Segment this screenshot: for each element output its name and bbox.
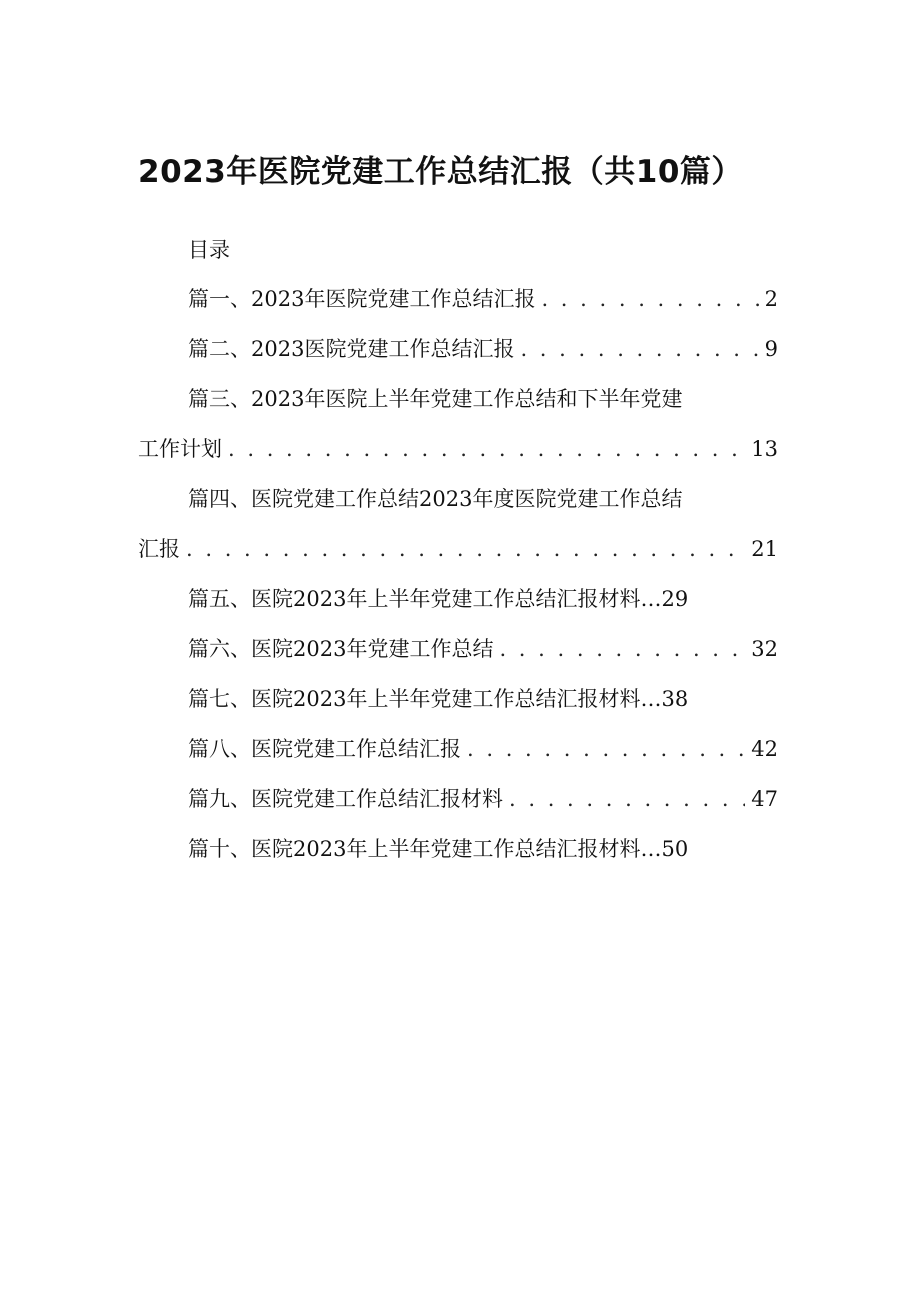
toc-entry-3[interactable]: [138, 433, 778, 465]
toc-leader-dots: [541, 287, 758, 311]
toc-entry-4[interactable]: [138, 533, 778, 565]
toc-entry-page: 21: [751, 537, 778, 561]
toc-entry-5[interactable]: [188, 583, 688, 615]
toc-entry-page: 47: [751, 787, 778, 811]
toc-entry-title: 篇八、医院党建工作总结汇报: [188, 737, 461, 761]
toc-leader-dots: [520, 337, 758, 361]
toc-entry-title: 篇九、医院党建工作总结汇报材料: [188, 787, 503, 811]
toc-leader-dots: [499, 637, 745, 661]
toc-entry-page: 13: [751, 437, 778, 461]
toc-entry-7[interactable]: [188, 683, 688, 715]
toc-entry-page: 50: [661, 837, 689, 861]
toc-heading: 目录: [188, 238, 230, 262]
toc-leader-dots: [467, 737, 745, 761]
toc-entry-title: 工作计划: [138, 437, 222, 461]
toc-leader-dots: [228, 437, 745, 461]
toc-entry-title: 篇七、医院2023年上半年党建工作总结汇报材料…: [188, 687, 662, 711]
toc-entry-page: 32: [751, 637, 778, 661]
toc-entry-title: 篇五、医院2023年上半年党建工作总结汇报材料…: [188, 587, 662, 611]
toc-entry-4-line1[interactable]: 篇四、医院党建工作总结2023年度医院党建工作总结: [188, 487, 683, 511]
toc-entry-9[interactable]: [138, 783, 778, 815]
toc-entry-page: 38: [661, 687, 689, 711]
toc-entry-3-line1[interactable]: 篇三、2023年医院上半年党建工作总结和下半年党建: [188, 387, 683, 411]
toc-entry-page: 29: [661, 587, 689, 611]
toc-entry-page: 2: [764, 287, 778, 311]
toc-entry-6[interactable]: [138, 633, 778, 665]
toc-leader-dots: [509, 787, 745, 811]
toc-entry-2[interactable]: [138, 333, 778, 365]
toc-entry-10[interactable]: [188, 833, 688, 865]
toc-entry-page: 9: [764, 337, 778, 361]
toc-entry-title: 篇二、2023医院党建工作总结汇报: [188, 337, 515, 361]
toc-entry-title: 篇六、医院2023年党建工作总结: [188, 637, 494, 661]
toc-entry-title: 篇一、2023年医院党建工作总结汇报: [188, 287, 536, 311]
toc-leader-dots: [186, 537, 745, 561]
toc-entry-title: 汇报: [138, 537, 180, 561]
toc-entry-title: 篇十、医院2023年上半年党建工作总结汇报材料…: [188, 837, 662, 861]
toc-entry-8[interactable]: [138, 733, 778, 765]
document-title: 2023年医院党建工作总结汇报（共10篇）: [138, 154, 743, 190]
toc-entry-1[interactable]: [138, 283, 778, 315]
toc-entry-page: 42: [751, 737, 778, 761]
